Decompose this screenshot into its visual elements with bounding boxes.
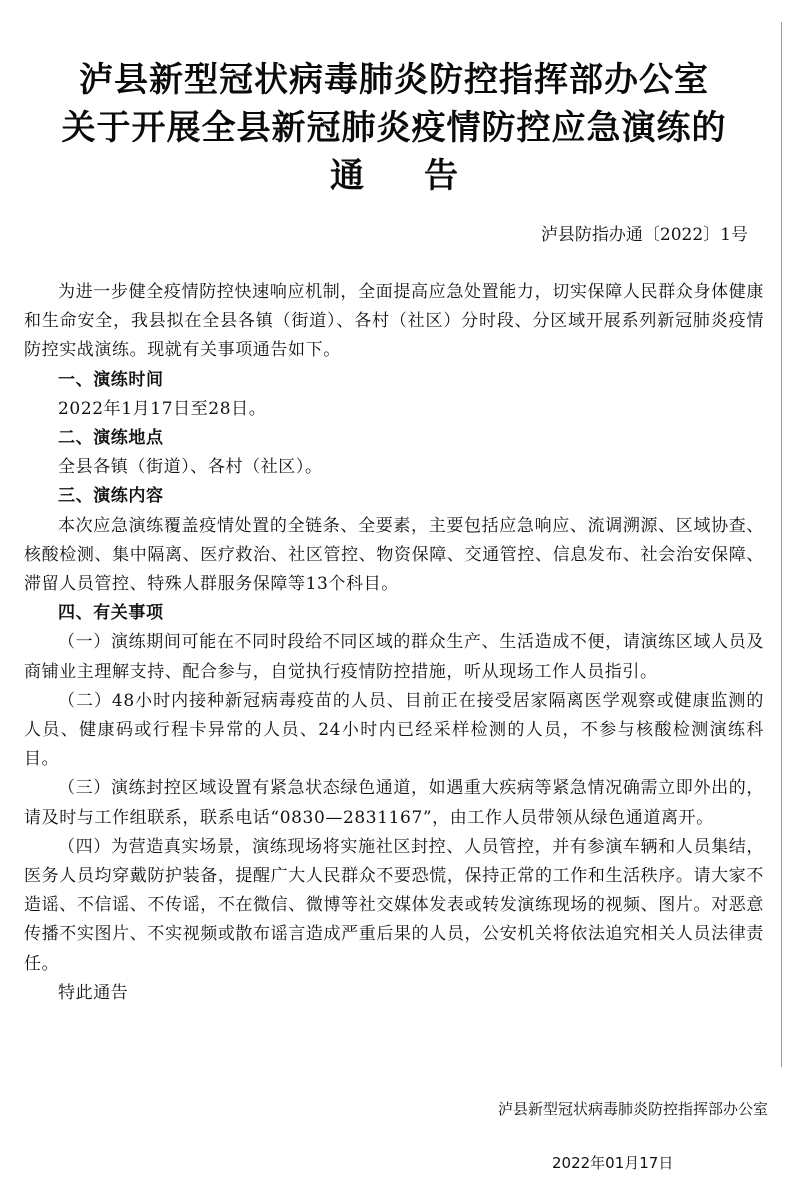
matters-item-1: （一）演练期间可能在不同时段给不同区域的群众生产、生活造成不便，请演练区域人员及商铺业主理解支持、配合参与，自觉执行疫情防控措施，听从现场工作人员指引。 [24, 632, 764, 682]
notice-body [24, 278, 764, 1008]
matters-item-3: （三）演练封控区域设置有紧急状态绿色通道，如遇重大疾病等紧急情况确需立即外出的，请及时与工作组联系，联系电话“0830—2831167”，由工作人员带领从绿色通道离开。 [24, 778, 764, 828]
issuer-signature: 泸县新型冠状病毒肺炎防控指挥部办公室 [497, 1100, 768, 1118]
section-heading-time: 一、演练时间 [58, 369, 164, 390]
issue-date: 2022年01月17日 [552, 1154, 674, 1172]
section-text-content: 本次应急演练覆盖疫情处置的全链条、全要素，主要包括应急响应、流调溯源、区域协查、核酸检测、集中隔离、医疗救治、社区管控、物资保障、交通管控、信息发布、社会治安保障、滞留人员管控、特殊人群服务保障等13个科目。 [24, 515, 764, 595]
intro-paragraph: 为进一步健全疫情防控快速响应机制，全面提高应急处置能力，切实保障人民群众身体健康和生命安全，我县拟在全县各镇（街道）、各村（社区）分时段、分区域开展系列新冠肺炎疫情防控实战演练。现就有关事项通告如下。 [24, 282, 764, 361]
matters-item-2: （二）48小时内接种新冠病毒疫苗的人员、目前正在接受居家隔离医学观察或健康监测的人员、健康码或行程卡异常的人员、24小时内已经采样检测的人员，不参与核酸检测演练科目。 [24, 690, 764, 770]
section-heading-content: 三、演练内容 [58, 486, 164, 507]
title-line-1: 泸县新型冠状病毒肺炎防控指挥部办公室 [79, 60, 709, 100]
section-text-time: 2022年1月17日至28日。 [58, 398, 267, 419]
closing-line: 特此通告 [58, 982, 129, 1003]
section-heading-matters: 四、有关事项 [58, 603, 164, 624]
title-line-2: 关于开展全县新冠肺炎疫情防控应急演练的 [61, 108, 727, 148]
section-heading-location: 二、演练地点 [58, 428, 164, 449]
title-line-3: 通告 [330, 156, 518, 196]
matters-item-4: （四）为营造真实场景，演练现场将实施社区封控、人员管控，并有参演车辆和人员集结，医务人员均穿戴防护装备，提醒广大人民群众不要恐慌，保持正常的工作和生活秩序。请大家不造谣、不信谣、不传谣，不在微信、微博等社交媒体发表或转发演练现场的视频、图片。对恶意传播不实图片、不实视频或散布谣言造成严重后果的人员，公安机关将依法追究相关人员法律责任。 [24, 836, 764, 974]
document-number: 泸县防指办通〔2022〕1号 [540, 225, 748, 245]
section-text-location: 全县各镇（街道）、各村（社区）。 [58, 457, 323, 478]
